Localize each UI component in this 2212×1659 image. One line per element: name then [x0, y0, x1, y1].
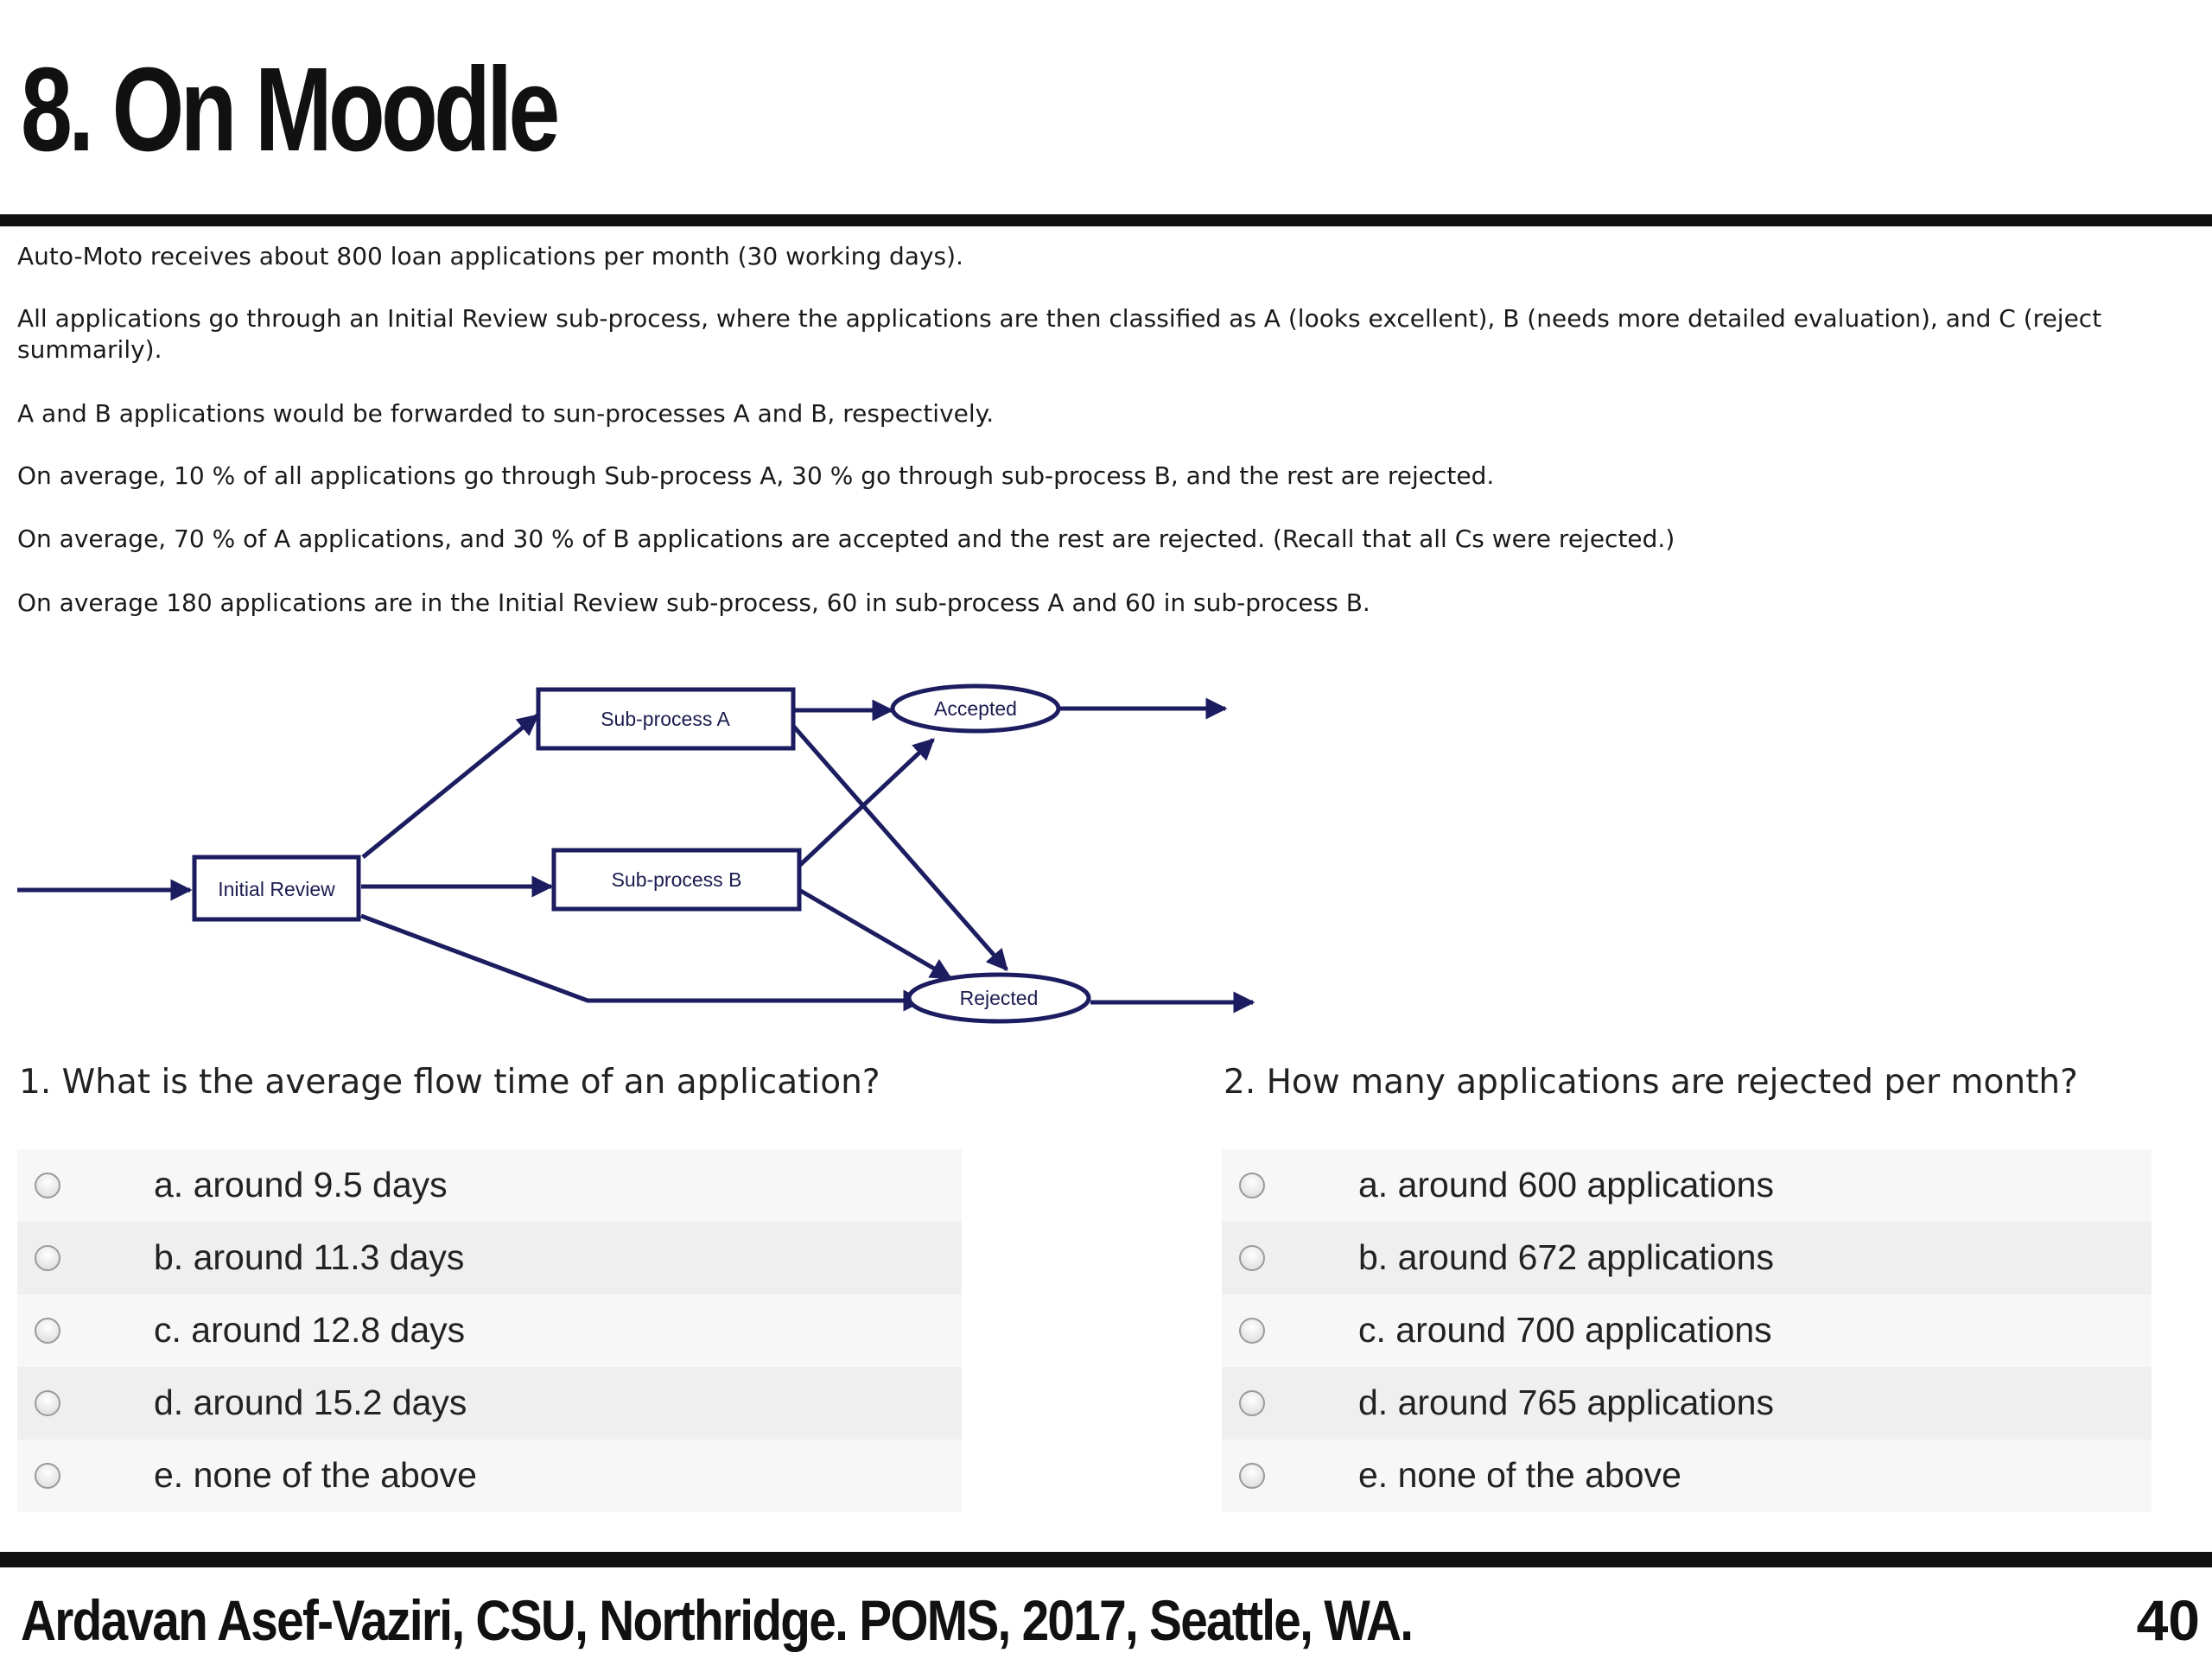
answer-option[interactable] — [1222, 1149, 2152, 1222]
slide-footer: Ardavan Asef-Vaziri, CSU, Northridge. POMS, 2017, Seattle, WA. — [21, 1588, 1413, 1652]
radio-button[interactable] — [1239, 1463, 1265, 1489]
answer-option-label: e. none of the above — [154, 1455, 477, 1495]
problem-paragraph: On average, 10 % of all applications go through Sub-process A, 30 % go through sub-process B, and the rest are rejected. — [17, 461, 1495, 490]
process-flow-diagram — [0, 665, 1279, 1037]
flow-arrow-review-to-rejected — [361, 916, 923, 1001]
answer-option-label: c. around 12.8 days — [154, 1310, 466, 1350]
radio-button[interactable] — [1239, 1245, 1265, 1271]
answer-option-label: d. around 765 applications — [1358, 1382, 1774, 1422]
answer-option[interactable] — [17, 1294, 962, 1367]
answer-option[interactable] — [17, 1367, 962, 1440]
rejected-label: Rejected — [959, 987, 1039, 1009]
problem-paragraph: A and B applications would be forwarded to sun-processes A and B, respectively. — [17, 399, 995, 428]
answer-option-label: b. around 672 applications — [1358, 1237, 1774, 1277]
answer-option[interactable] — [17, 1222, 962, 1294]
problem-paragraph: Auto-Moto receives about 800 loan applications per month (30 working days). — [17, 242, 963, 270]
answer-option[interactable] — [17, 1149, 962, 1222]
flow-arrow-review-to-a — [363, 715, 537, 857]
answer-option-label: a. around 9.5 days — [154, 1165, 448, 1205]
radio-button[interactable] — [35, 1173, 60, 1198]
bottom-divider — [0, 1552, 2212, 1567]
flow-arrow-a-to-rejected — [793, 726, 1007, 969]
question-2-options — [1222, 1149, 2152, 1512]
answer-option-label: b. around 11.3 days — [154, 1237, 465, 1277]
answer-option-label: a. around 600 applications — [1358, 1165, 1774, 1205]
radio-button[interactable] — [1239, 1390, 1265, 1416]
question-2-text: 2. How many applications are rejected per month? — [1224, 1063, 2078, 1102]
slide-title: 8. On Moodle — [21, 43, 556, 176]
problem-paragraph: On average 180 applications are in the Initial Review sub-process, 60 in sub-process A and 60 in sub-process B. — [17, 588, 1370, 617]
radio-button[interactable] — [1239, 1318, 1265, 1344]
answer-option[interactable] — [1222, 1294, 2152, 1367]
radio-button[interactable] — [35, 1390, 60, 1416]
answer-option-label: c. around 700 applications — [1358, 1310, 1772, 1350]
answer-option[interactable] — [1222, 1440, 2152, 1512]
initial-review-label: Initial Review — [218, 878, 335, 900]
accepted-label: Accepted — [934, 697, 1017, 720]
radio-button[interactable] — [35, 1463, 60, 1489]
answer-option[interactable] — [1222, 1367, 2152, 1440]
sub-process-b-label: Sub-process B — [611, 868, 742, 891]
sub-process-a-label: Sub-process A — [601, 708, 730, 730]
answer-option[interactable] — [17, 1440, 962, 1512]
radio-button[interactable] — [35, 1245, 60, 1271]
problem-paragraph: All applications go through an Initial Review sub-process, where the applications are then classified as A (looks excellent), B (needs more detailed evaluation), and C (reject summarily). — [17, 304, 2102, 364]
answer-option-label: d. around 15.2 days — [154, 1382, 467, 1422]
radio-button[interactable] — [35, 1318, 60, 1344]
problem-paragraph: On average, 70 % of A applications, and 30 % of B applications are accepted and the rest are rejected. (Recall that all Cs were rejected.) — [17, 524, 1675, 553]
question-1-text: 1. What is the average flow time of an application? — [19, 1063, 880, 1102]
page-number: 40 — [2136, 1588, 2200, 1652]
flow-arrow-b-to-rejected — [799, 890, 950, 978]
answer-option[interactable] — [1222, 1222, 2152, 1294]
top-divider — [0, 214, 2212, 226]
answer-option-label: e. none of the above — [1358, 1455, 1681, 1495]
question-1-options — [17, 1149, 962, 1512]
radio-button[interactable] — [1239, 1173, 1265, 1198]
